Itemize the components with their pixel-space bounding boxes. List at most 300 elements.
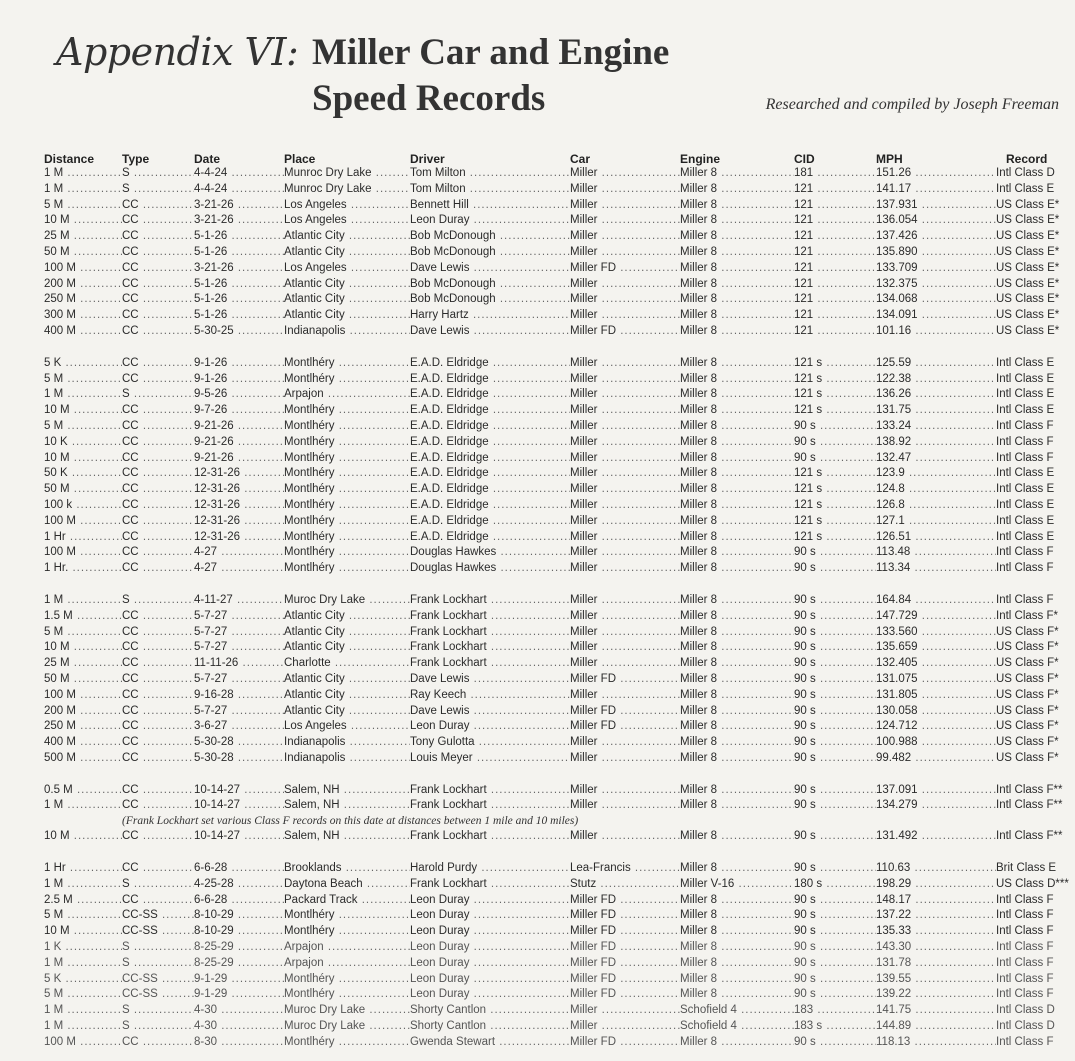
cell-engine: Miller 8 ..... xyxy=(680,656,794,672)
table-row xyxy=(44,1019,1066,1035)
cell-mph: 141.75 ..... xyxy=(876,1003,996,1019)
cell-car: Miller ..... xyxy=(570,593,680,609)
cell-engine: Miller 8 ..... xyxy=(680,672,794,688)
cell-engine: Miller 8 ..... xyxy=(680,198,794,214)
table-row xyxy=(44,182,1066,198)
cell-mph: 136.054 ..... xyxy=(876,213,996,229)
cell-record: Intl Class F** xyxy=(996,783,1063,796)
cell-cid: 90 s ..... xyxy=(794,798,876,814)
cell-record: Intl Class E xyxy=(996,498,1055,511)
cell-engine: Miller 8 ..... xyxy=(680,940,794,956)
cell-cid: 121 ..... xyxy=(794,292,876,308)
table-row xyxy=(44,609,1066,625)
cell-driver: Leon Duray ..... xyxy=(410,972,570,988)
cell-record: US Class F* xyxy=(996,657,1059,670)
cell-record: US Class F* xyxy=(996,672,1059,685)
cell-engine: Miller 8 ..... xyxy=(680,419,794,435)
cell-mph: 137.091 ..... xyxy=(876,783,996,799)
cell-record: Intl Class F xyxy=(996,593,1054,606)
cell-distance: 1 Hr ..... xyxy=(44,861,122,877)
cell-place: Montlhéry ..... xyxy=(284,972,410,988)
cell-distance: 5 K ..... xyxy=(44,972,122,988)
cell-record: Intl Class F** xyxy=(996,830,1063,843)
cell-type: CC ..... xyxy=(122,656,194,672)
cell-driver: Harry Hartz ..... xyxy=(410,308,570,324)
cell-record: Intl Class F** xyxy=(996,799,1063,812)
cell-cid: 90 s ..... xyxy=(794,908,876,924)
cell-distance: 25 M ..... xyxy=(44,656,122,672)
page-header xyxy=(0,0,1075,140)
cell-date: 3-21-26 ..... xyxy=(194,261,284,277)
cell-record: US Class E* xyxy=(996,277,1060,290)
cell-mph: 135.33 ..... xyxy=(876,924,996,940)
cell-place: Montlhéry ..... xyxy=(284,403,410,419)
cell-date: 4-4-24 ..... xyxy=(194,166,284,182)
cell-driver: E.A.D. Eldridge ..... xyxy=(410,514,570,530)
cell-record: US Class E* xyxy=(996,324,1060,337)
cell-date: 11-11-26 ..... xyxy=(194,656,284,672)
cell-distance: 1 K ..... xyxy=(44,940,122,956)
cell-cid: 121 ..... xyxy=(794,261,876,277)
cell-car: Miller ..... xyxy=(570,292,680,308)
cell-engine: Miller 8 ..... xyxy=(680,625,794,641)
cell-place: Los Angeles ..... xyxy=(284,213,410,229)
cell-cid: 90 s ..... xyxy=(794,972,876,988)
cell-engine: Miller 8 ..... xyxy=(680,1035,794,1051)
cell-engine: Miller 8 ..... xyxy=(680,783,794,799)
cell-cid: 121 s ..... xyxy=(794,482,876,498)
cell-mph: 132.47 ..... xyxy=(876,451,996,467)
cell-mph: 131.492 ..... xyxy=(876,829,996,845)
cell-date: 12-31-26 ..... xyxy=(194,514,284,530)
table-row xyxy=(44,277,1066,293)
cell-mph: 144.89 ..... xyxy=(876,1019,996,1035)
cell-distance: 1.5 M ..... xyxy=(44,609,122,625)
cell-engine: Miller 8 ..... xyxy=(680,277,794,293)
cell-place: Montlhéry ..... xyxy=(284,451,410,467)
cell-mph: 132.405 ..... xyxy=(876,656,996,672)
cell-car: Miller FD ..... xyxy=(570,672,680,688)
table-row xyxy=(44,451,1066,467)
cell-date: 6-6-28 ..... xyxy=(194,861,284,877)
cell-place: Montlhéry ..... xyxy=(284,356,410,372)
cell-date: 4-11-27 ..... xyxy=(194,593,284,609)
cell-record: Intl Class F xyxy=(996,956,1054,969)
cell-record: Intl Class E xyxy=(996,467,1055,480)
cell-date: 8-10-29 ..... xyxy=(194,924,284,940)
cell-type: CC ..... xyxy=(122,719,194,735)
col-type: Type xyxy=(122,152,150,166)
cell-car: Miller ..... xyxy=(570,735,680,751)
cell-type: CC ..... xyxy=(122,751,194,767)
cell-date: 4-25-28 ..... xyxy=(194,877,284,893)
cell-driver: E.A.D. Eldridge ..... xyxy=(410,419,570,435)
cell-distance: 0.5 M ..... xyxy=(44,783,122,799)
cell-record: Intl Class F* xyxy=(996,609,1058,622)
cell-distance: 1 M ..... xyxy=(44,877,122,893)
cell-date: 4-27 ..... xyxy=(194,545,284,561)
cell-cid: 121 s ..... xyxy=(794,498,876,514)
cell-distance: 1 M ..... xyxy=(44,798,122,814)
cell-car: Lea-Francis ..... xyxy=(570,861,680,877)
cell-record: US Class F* xyxy=(996,641,1059,654)
cell-mph: 101.16 ..... xyxy=(876,324,996,340)
cell-type: CC ..... xyxy=(122,893,194,909)
cell-cid: 90 s ..... xyxy=(794,625,876,641)
cell-place: Atlantic City ..... xyxy=(284,609,410,625)
cell-type: S ..... xyxy=(122,387,194,403)
cell-place: Montlhéry ..... xyxy=(284,435,410,451)
cell-record: Intl Class F xyxy=(996,909,1054,922)
cell-car: Miller FD ..... xyxy=(570,704,680,720)
cell-record: US Class F* xyxy=(996,704,1059,717)
cell-cid: 121 s ..... xyxy=(794,403,876,419)
cell-date: 9-1-29 ..... xyxy=(194,972,284,988)
cell-record: US Class F* xyxy=(996,751,1059,764)
cell-driver: E.A.D. Eldridge ..... xyxy=(410,466,570,482)
cell-engine: Miller 8 ..... xyxy=(680,498,794,514)
cell-engine: Miller 8 ..... xyxy=(680,751,794,767)
cell-place: Indianapolis ..... xyxy=(284,324,410,340)
cell-cid: 90 s ..... xyxy=(794,593,876,609)
cell-type: CC ..... xyxy=(122,261,194,277)
cell-date: 5-30-28 ..... xyxy=(194,735,284,751)
cell-mph: 127.1 ..... xyxy=(876,514,996,530)
table-row xyxy=(44,908,1066,924)
cell-place: Indianapolis ..... xyxy=(284,735,410,751)
cell-distance: 300 M ..... xyxy=(44,308,122,324)
cell-place: Montlhéry ..... xyxy=(284,482,410,498)
col-cid: CID xyxy=(794,152,815,166)
cell-mph: 113.34 ..... xyxy=(876,561,996,577)
cell-engine: Miller 8 ..... xyxy=(680,688,794,704)
cell-date: 9-1-29 ..... xyxy=(194,987,284,1003)
cell-type: S ..... xyxy=(122,956,194,972)
table-row xyxy=(44,625,1066,641)
cell-distance: 10 M ..... xyxy=(44,451,122,467)
cell-car: Miller ..... xyxy=(570,829,680,845)
cell-record: Intl Class F xyxy=(996,419,1054,432)
cell-engine: Miller 8 ..... xyxy=(680,387,794,403)
cell-date: 5-30-28 ..... xyxy=(194,751,284,767)
cell-mph: 131.805 ..... xyxy=(876,688,996,704)
table-row xyxy=(44,466,1066,482)
cell-car: Stutz ..... xyxy=(570,877,680,893)
cell-type: CC ..... xyxy=(122,213,194,229)
cell-distance: 50 M ..... xyxy=(44,245,122,261)
cell-type: CC ..... xyxy=(122,356,194,372)
cell-distance: 100 M ..... xyxy=(44,261,122,277)
table-row xyxy=(44,688,1066,704)
cell-car: Miller ..... xyxy=(570,640,680,656)
cell-date: 5-1-26 ..... xyxy=(194,229,284,245)
cell-mph: 133.709 ..... xyxy=(876,261,996,277)
cell-driver: E.A.D. Eldridge ..... xyxy=(410,482,570,498)
table-row xyxy=(44,561,1066,577)
cell-driver: E.A.D. Eldridge ..... xyxy=(410,435,570,451)
cell-date: 6-6-28 ..... xyxy=(194,893,284,909)
cell-cid: 121 ..... xyxy=(794,277,876,293)
cell-driver: Frank Lockhart ..... xyxy=(410,829,570,845)
group-spacer xyxy=(44,845,1066,861)
cell-driver: E.A.D. Eldridge ..... xyxy=(410,498,570,514)
table-row xyxy=(44,498,1066,514)
cell-mph: 132.375 ..... xyxy=(876,277,996,293)
cell-place: Atlantic City ..... xyxy=(284,277,410,293)
cell-date: 8-10-29 ..... xyxy=(194,908,284,924)
cell-engine: Miller 8 ..... xyxy=(680,514,794,530)
cell-mph: 134.279 ..... xyxy=(876,798,996,814)
cell-distance: 1 Hr. ..... xyxy=(44,561,122,577)
cell-place: Los Angeles ..... xyxy=(284,198,410,214)
cell-cid: 90 s ..... xyxy=(794,561,876,577)
cell-type: CC ..... xyxy=(122,451,194,467)
cell-type: CC ..... xyxy=(122,861,194,877)
cell-distance: 50 M ..... xyxy=(44,672,122,688)
cell-distance: 400 M ..... xyxy=(44,735,122,751)
cell-distance: 1 M ..... xyxy=(44,593,122,609)
cell-record: US Class E* xyxy=(996,293,1060,306)
cell-record: US Class E* xyxy=(996,214,1060,227)
cell-record: Intl Class F xyxy=(996,941,1054,954)
cell-engine: Miller 8 ..... xyxy=(680,545,794,561)
cell-car: Miller ..... xyxy=(570,751,680,767)
cell-record: US Class E* xyxy=(996,309,1060,322)
cell-engine: Miller 8 ..... xyxy=(680,893,794,909)
cell-engine: Schofield 4 ..... xyxy=(680,1019,794,1035)
cell-driver: Frank Lockhart ..... xyxy=(410,640,570,656)
cell-cid: 90 s ..... xyxy=(794,672,876,688)
table-row xyxy=(44,387,1066,403)
table-row xyxy=(44,245,1066,261)
cell-cid: 90 s ..... xyxy=(794,924,876,940)
cell-car: Miller FD ..... xyxy=(570,940,680,956)
cell-driver: Bob McDonough ..... xyxy=(410,277,570,293)
cell-record: Intl Class D xyxy=(996,167,1055,179)
cell-engine: Miller 8 ..... xyxy=(680,261,794,277)
cell-engine: Miller 8 ..... xyxy=(680,719,794,735)
cell-mph: 148.17 ..... xyxy=(876,893,996,909)
cell-date: 5-7-27 ..... xyxy=(194,704,284,720)
cell-distance: 10 M ..... xyxy=(44,924,122,940)
cell-mph: 134.091 ..... xyxy=(876,308,996,324)
table-row xyxy=(44,940,1066,956)
cell-date: 4-30 ..... xyxy=(194,1003,284,1019)
cell-type: CC-SS ..... xyxy=(122,972,194,988)
cell-cid: 121 ..... xyxy=(794,213,876,229)
cell-cid: 90 s ..... xyxy=(794,829,876,845)
cell-distance: 1 M ..... xyxy=(44,1003,122,1019)
cell-driver: Tom Milton ..... xyxy=(410,182,570,198)
cell-type: CC ..... xyxy=(122,514,194,530)
appendix-label: Appendix VI: xyxy=(56,30,299,74)
cell-car: Miller ..... xyxy=(570,198,680,214)
cell-car: Miller FD ..... xyxy=(570,908,680,924)
cell-car: Miller ..... xyxy=(570,609,680,625)
cell-driver: Frank Lockhart ..... xyxy=(410,593,570,609)
cell-driver: Gwenda Stewart ..... xyxy=(410,1035,570,1051)
cell-type: CC ..... xyxy=(122,561,194,577)
cell-date: 12-31-26 ..... xyxy=(194,482,284,498)
cell-record: Intl Class E xyxy=(996,388,1055,401)
cell-car: Miller ..... xyxy=(570,498,680,514)
cell-driver: Bob McDonough ..... xyxy=(410,292,570,308)
cell-date: 12-31-26 ..... xyxy=(194,466,284,482)
cell-car: Miller ..... xyxy=(570,213,680,229)
cell-engine: Miller 8 ..... xyxy=(680,166,794,182)
cell-distance: 500 M ..... xyxy=(44,751,122,767)
cell-record: Intl Class F xyxy=(996,562,1054,575)
table-row xyxy=(44,372,1066,388)
cell-cid: 121 s ..... xyxy=(794,530,876,546)
cell-record: US Class D*** xyxy=(996,877,1069,890)
cell-cid: 180 s ..... xyxy=(794,877,876,893)
cell-date: 9-1-26 ..... xyxy=(194,356,284,372)
cell-car: Miller FD ..... xyxy=(570,956,680,972)
cell-driver: Leon Duray ..... xyxy=(410,940,570,956)
page-title xyxy=(312,30,669,122)
cell-date: 3-21-26 ..... xyxy=(194,198,284,214)
table-row xyxy=(44,783,1066,799)
cell-place: Montlhéry ..... xyxy=(284,987,410,1003)
table-row xyxy=(44,719,1066,735)
cell-car: Miller ..... xyxy=(570,166,680,182)
cell-type: CC ..... xyxy=(122,735,194,751)
cell-driver: Shorty Cantlon ..... xyxy=(410,1019,570,1035)
cell-date: 9-16-28 ..... xyxy=(194,688,284,704)
cell-distance: 10 M ..... xyxy=(44,403,122,419)
cell-distance: 1 M ..... xyxy=(44,166,122,182)
cell-car: Miller ..... xyxy=(570,798,680,814)
cell-distance: 50 K ..... xyxy=(44,466,122,482)
cell-driver: Leon Duray ..... xyxy=(410,924,570,940)
cell-cid: 90 s ..... xyxy=(794,956,876,972)
cell-mph: 131.075 ..... xyxy=(876,672,996,688)
cell-car: Miller ..... xyxy=(570,419,680,435)
cell-driver: Dave Lewis ..... xyxy=(410,261,570,277)
cell-mph: 118.13 ..... xyxy=(876,1035,996,1051)
cell-date: 12-31-26 ..... xyxy=(194,530,284,546)
cell-driver: Shorty Cantlon ..... xyxy=(410,1003,570,1019)
cell-date: 9-21-26 ..... xyxy=(194,451,284,467)
cell-type: CC ..... xyxy=(122,372,194,388)
cell-mph: 99.482 ..... xyxy=(876,751,996,767)
cell-engine: Miller 8 ..... xyxy=(680,324,794,340)
cell-driver: E.A.D. Eldridge ..... xyxy=(410,356,570,372)
cell-date: 5-7-27 ..... xyxy=(194,625,284,641)
cell-distance: 1 M ..... xyxy=(44,387,122,403)
cell-mph: 124.712 ..... xyxy=(876,719,996,735)
col-engine: Engine xyxy=(680,152,721,166)
cell-driver: Tom Milton ..... xyxy=(410,166,570,182)
cell-engine: Miller 8 ..... xyxy=(680,798,794,814)
cell-record: Intl Class F xyxy=(996,925,1054,938)
cell-type: CC ..... xyxy=(122,545,194,561)
table-row xyxy=(44,530,1066,546)
cell-date: 5-7-27 ..... xyxy=(194,672,284,688)
cell-record: Intl Class E xyxy=(996,514,1055,527)
table-row xyxy=(44,987,1066,1003)
cell-car: Miller ..... xyxy=(570,387,680,403)
cell-date: 5-30-25 ..... xyxy=(194,324,284,340)
cell-driver: Frank Lockhart ..... xyxy=(410,798,570,814)
cell-place: Montlhéry ..... xyxy=(284,514,410,530)
cell-place: Charlotte ..... xyxy=(284,656,410,672)
cell-distance: 5 M ..... xyxy=(44,908,122,924)
cell-place: Atlantic City ..... xyxy=(284,704,410,720)
table-row xyxy=(44,956,1066,972)
cell-place: Atlantic City ..... xyxy=(284,672,410,688)
table-row xyxy=(44,419,1066,435)
cell-record: US Class E* xyxy=(996,245,1060,258)
cell-date: 9-5-26 ..... xyxy=(194,387,284,403)
table-row xyxy=(44,861,1066,877)
cell-date: 9-1-26 ..... xyxy=(194,372,284,388)
cell-driver: Tony Gulotta ..... xyxy=(410,735,570,751)
cell-mph: 139.55 ..... xyxy=(876,972,996,988)
table-row xyxy=(44,261,1066,277)
cell-place: Muroc Dry Lake ..... xyxy=(284,1003,410,1019)
cell-record: Intl Class D xyxy=(996,1020,1055,1033)
group-spacer xyxy=(44,340,1066,356)
cell-place: Montlhéry ..... xyxy=(284,466,410,482)
footnote-lockhart: (Frank Lockhart set various Class F records on this date at distances between 1 mile and 10 miles) xyxy=(122,815,579,828)
cell-car: Miller ..... xyxy=(570,435,680,451)
cell-distance: 50 M ..... xyxy=(44,482,122,498)
cell-date: 4-27 ..... xyxy=(194,561,284,577)
cell-type: CC-SS ..... xyxy=(122,908,194,924)
cell-mph: 137.426 ..... xyxy=(876,229,996,245)
cell-car: Miller ..... xyxy=(570,1003,680,1019)
cell-place: Atlantic City ..... xyxy=(284,292,410,308)
cell-cid: 121 s ..... xyxy=(794,466,876,482)
cell-car: Miller FD ..... xyxy=(570,324,680,340)
cell-cid: 90 s ..... xyxy=(794,419,876,435)
table-row xyxy=(44,166,1066,182)
cell-engine: Miller V-16 ..... xyxy=(680,877,794,893)
cell-driver: Ray Keech ..... xyxy=(410,688,570,704)
table-body xyxy=(44,166,1069,1051)
cell-car: Miller ..... xyxy=(570,229,680,245)
cell-car: Miller ..... xyxy=(570,482,680,498)
cell-date: 9-21-26 ..... xyxy=(194,419,284,435)
cell-place: Montlhéry ..... xyxy=(284,561,410,577)
cell-engine: Miller 8 ..... xyxy=(680,735,794,751)
cell-place: Munroc Dry Lake ..... xyxy=(284,182,410,198)
cell-place: Montlhéry ..... xyxy=(284,498,410,514)
cell-place: Atlantic City ..... xyxy=(284,245,410,261)
cell-mph: 134.068 ..... xyxy=(876,292,996,308)
cell-record: Intl Class F xyxy=(996,988,1054,1001)
cell-distance: 10 M ..... xyxy=(44,829,122,845)
cell-mph: 143.30 ..... xyxy=(876,940,996,956)
cell-driver: Leon Duray ..... xyxy=(410,213,570,229)
cell-engine: Miller 8 ..... xyxy=(680,530,794,546)
cell-date: 5-7-27 ..... xyxy=(194,640,284,656)
cell-distance: 5 M ..... xyxy=(44,625,122,641)
cell-distance: 1 M ..... xyxy=(44,182,122,198)
cell-engine: Miller 8 ..... xyxy=(680,372,794,388)
cell-engine: Miller 8 ..... xyxy=(680,861,794,877)
cell-mph: 141.17 ..... xyxy=(876,182,996,198)
cell-place: Atlantic City ..... xyxy=(284,688,410,704)
cell-driver: Leon Duray ..... xyxy=(410,987,570,1003)
cell-date: 5-7-27 ..... xyxy=(194,609,284,625)
cell-engine: Miller 8 ..... xyxy=(680,245,794,261)
cell-driver: Leon Duray ..... xyxy=(410,893,570,909)
cell-driver: Dave Lewis ..... xyxy=(410,672,570,688)
cell-car: Miller ..... xyxy=(570,656,680,672)
